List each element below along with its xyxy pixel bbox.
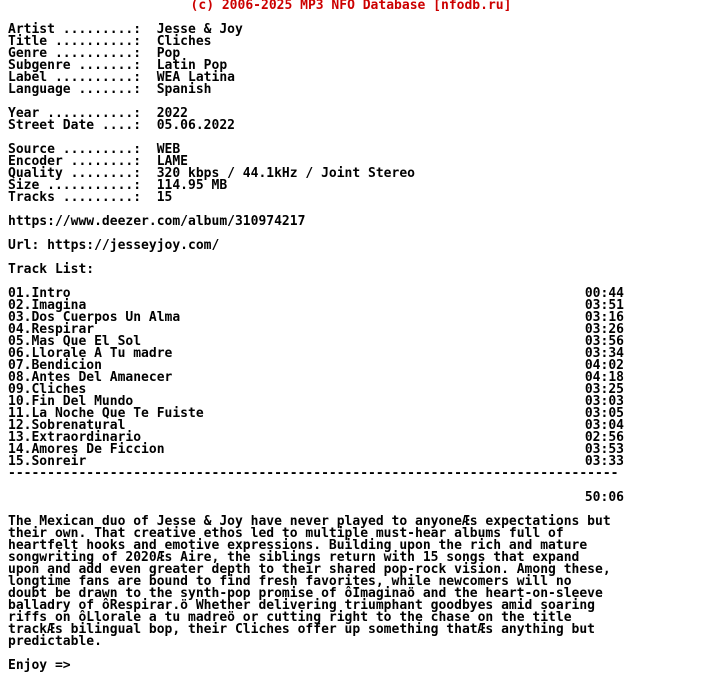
info-language: Language .......: Spanish bbox=[8, 82, 212, 97]
track-duration: 03:53 bbox=[584, 442, 624, 457]
track-row bbox=[8, 372, 624, 384]
track-duration: 04:02 bbox=[584, 358, 624, 373]
info-genre: Genre ..........: Pop bbox=[8, 46, 181, 61]
track-duration: 03:26 bbox=[584, 322, 624, 337]
encoding-info bbox=[8, 144, 698, 204]
track-name: 07.Bendicion bbox=[8, 358, 102, 373]
homepage-url: Url: https://jesseyjoy.com/ bbox=[8, 238, 220, 253]
track-row bbox=[8, 456, 624, 468]
track-name: 06.Llorale A Tu madre bbox=[8, 346, 173, 361]
info-year: Year ...........: 2022 bbox=[8, 106, 189, 121]
info-quality: Quality ........: 320 kbps / 44.1kHz / Joint Stereo bbox=[8, 166, 415, 181]
track-duration: 03:51 bbox=[584, 298, 624, 313]
nfo-document bbox=[8, 0, 698, 672]
info-subgenre: Subgenre .......: Latin Pop bbox=[8, 58, 228, 73]
separator-line: ------------------------------------------------------------------------------ bbox=[8, 468, 619, 480]
track-name: 13.Extraordinario bbox=[8, 430, 142, 445]
track-name: 09.Cliches bbox=[8, 382, 87, 397]
track-duration: 03:04 bbox=[584, 418, 624, 433]
track-name: 03.Dos Cuerpos Un Alma bbox=[8, 310, 181, 325]
track-duration: 00:44 bbox=[584, 286, 624, 301]
track-duration: 02:56 bbox=[584, 430, 624, 445]
track-name: 15.Sonreir bbox=[8, 454, 87, 469]
track-list bbox=[8, 288, 698, 468]
tracklist-label: Track List: bbox=[8, 262, 95, 277]
info-source: Source .........: WEB bbox=[8, 142, 181, 157]
info-artist: Artist .........: Jesse & Joy bbox=[8, 22, 243, 37]
release-info bbox=[8, 24, 698, 96]
site-header: (c) 2006-2025 MP3 NFO Database [nfodb.ru] bbox=[190, 0, 512, 13]
info-title: Title ..........: Cliches bbox=[8, 34, 212, 49]
track-name: 02.Imagina bbox=[8, 298, 87, 313]
track-duration: 03:05 bbox=[584, 406, 624, 421]
track-name: 11.La Noche Que Te Fuiste bbox=[8, 406, 204, 421]
blank-line bbox=[8, 252, 698, 264]
info-size: Size ...........: 114.95 MB bbox=[8, 178, 228, 193]
album-description: The Mexican duo of Jesse & Joy have never played to anyoneÆs expectations but their own. That creative ethos led to multiple must-hear albums full of heartfelt hooks and emotive expressions. Building upon the rich and mature songwriting of 2020Æs Aire, the siblings return with 15 songs that expand upon and add even greater depth to their shared pop-rock vision. Among these, longtime fans are bound to find fresh favorites, while newcomers will no doubt be drawn to the synth-pop promise of ôImaginaö and the heart-on-sleeve balladry of ôRespirar.ö Whether delivering triumphant goodbyes amid soaring riffs on ôLlorale a tu madreö or cutting right to the chase on the title trackÆs bilingual bop, their Cliches offer up something thatÆs anything but predictable. bbox=[8, 514, 611, 649]
track-name: 14.Amores De Ficcion bbox=[8, 442, 165, 457]
track-row bbox=[8, 288, 624, 300]
total-duration: 50:06 bbox=[584, 490, 624, 505]
info-encoder: Encoder ........: LAME bbox=[8, 154, 189, 169]
info-street-date: Street Date ....: 05.06.2022 bbox=[8, 118, 235, 133]
enjoy-line: Enjoy => bbox=[8, 658, 71, 673]
track-duration: 03:03 bbox=[584, 394, 624, 409]
track-duration: 03:33 bbox=[584, 454, 624, 469]
track-name: 10.Fin Del Mundo bbox=[8, 394, 134, 409]
track-name: 01.Intro bbox=[8, 286, 71, 301]
date-info bbox=[8, 108, 698, 132]
info-label: Label ..........: WEA Latina bbox=[8, 70, 235, 85]
blank-line bbox=[8, 648, 698, 660]
track-duration: 03:34 bbox=[584, 346, 624, 361]
track-name: 08.Antes Del Amanecer bbox=[8, 370, 173, 385]
deezer-url: https://www.deezer.com/album/310974217 bbox=[8, 214, 306, 229]
track-row bbox=[8, 444, 624, 456]
track-name: 12.Sobrenatural bbox=[8, 418, 126, 433]
track-row bbox=[8, 312, 624, 324]
track-duration: 04:18 bbox=[584, 370, 624, 385]
track-name: 05.Mas Que El Sol bbox=[8, 334, 142, 349]
track-duration: 03:16 bbox=[584, 310, 624, 325]
track-name: 04.Respirar bbox=[8, 322, 95, 337]
track-duration: 03:25 bbox=[584, 382, 624, 397]
track-duration: 03:56 bbox=[584, 334, 624, 349]
info-tracks: Tracks .........: 15 bbox=[8, 190, 173, 205]
